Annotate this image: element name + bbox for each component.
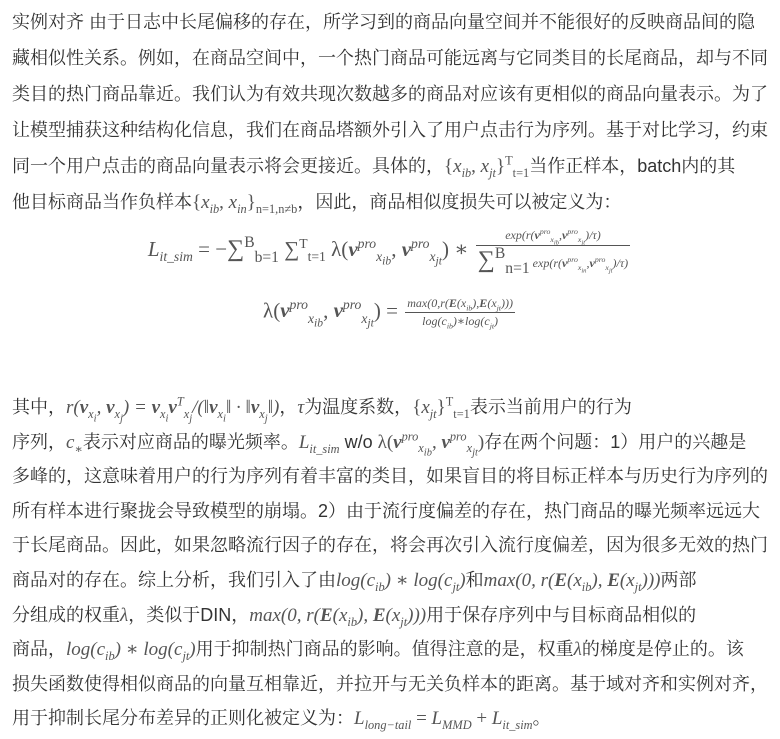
math-subscript: n=1,n≠b [255, 201, 298, 216]
text-run: 用于抑制热门商品的影响。值得注意的是，权重 [195, 639, 574, 660]
math-symbol [320, 605, 333, 626]
math-symbol [106, 397, 123, 425]
bold-vector: E [319, 604, 333, 626]
math-subscript: jt [400, 614, 408, 629]
bold-vector: v [106, 397, 115, 418]
text-line [12, 494, 768, 529]
math-subscript: xjt [466, 441, 478, 459]
math-symbol: , [219, 192, 229, 213]
text-line [12, 701, 768, 736]
math-symbol: $L_{it\_sim}$ [298, 431, 340, 456]
math-symbol [554, 570, 567, 591]
text-line [12, 40, 768, 76]
math-symbol: }$^T_{t=1}$ [495, 153, 530, 180]
inline-math [574, 639, 582, 660]
math-subscript: jt [452, 579, 460, 594]
bold-vector: E [607, 569, 620, 591]
math-subscript: ib [382, 254, 392, 268]
math-symbol: max(0, r( [249, 604, 320, 626]
math-symbol: ( [567, 569, 574, 591]
math-symbol: { [412, 397, 422, 418]
math-subscript: jt [634, 579, 642, 594]
math-symbol: = [411, 708, 432, 730]
math-subscript: it_sim [502, 718, 533, 733]
text-line [12, 4, 768, 40]
bold-vector: v [393, 431, 402, 453]
equation-it-sim-loss [0, 227, 780, 277]
math-subscript: xi [88, 406, 97, 425]
bold-vector: v [250, 397, 260, 418]
text-run: ，类似于DIN， [128, 604, 250, 625]
math-subscript: xjt [361, 310, 374, 330]
math-symbol: λ [573, 639, 582, 661]
math-superscript: pro [567, 227, 578, 236]
math-symbol [589, 254, 613, 275]
math-symbol: , [96, 397, 107, 418]
math-superscript: T [445, 394, 454, 409]
math-subscript: t=1 [453, 406, 470, 421]
math-subscript: ib [581, 579, 592, 594]
inline-math [66, 639, 196, 663]
math-superscript: pro [539, 227, 551, 236]
math-subscript: ib [466, 303, 473, 313]
math-superscript: T [505, 153, 513, 168]
math-symbol: ∑$^B_{b=1}$ [227, 233, 279, 266]
inline-math [377, 429, 485, 459]
math-symbol [348, 235, 392, 268]
math-symbol: ( [619, 569, 627, 591]
math-symbol: ), [357, 604, 373, 626]
math-symbol: $\log(c_{ib}$ [422, 314, 453, 331]
fraction-numerator [405, 296, 515, 313]
math-symbol: ))) [407, 604, 427, 626]
math-superscript: pro [567, 254, 578, 264]
text-run: 其中， [12, 397, 66, 417]
math-symbol [393, 429, 432, 459]
text-run: 表示对应商品的曝光频率。 [82, 431, 299, 452]
math-subscript: ib [423, 447, 432, 459]
math-superscript: pro [342, 297, 362, 313]
bold-vector: v [209, 397, 218, 418]
inline-math [336, 569, 466, 594]
text-line [12, 76, 768, 112]
text-line [12, 667, 768, 702]
math-subscript: it_sim [309, 441, 340, 456]
math-symbol: max(0, r( [483, 569, 555, 591]
math-superscript: pro [289, 297, 308, 313]
inline-math [483, 569, 661, 594]
text-line [12, 148, 768, 184]
math-subscript: xj [183, 406, 193, 425]
math-symbol: { [192, 192, 202, 213]
math-symbol: ∑$^T_{t=1}$ [278, 235, 326, 264]
math-subscript: n=1 [505, 259, 530, 277]
math-symbol: $L_{MMD}$ [431, 708, 472, 733]
math-symbol: , [559, 228, 563, 242]
math-subscript: ib [314, 316, 324, 330]
text-line [12, 425, 768, 460]
math-symbol [562, 227, 586, 247]
math-symbol [562, 254, 587, 275]
inline-math [192, 192, 298, 216]
math-subscript: i [93, 413, 97, 425]
math-symbol: τ [297, 397, 305, 418]
math-symbol: r( [66, 397, 80, 418]
math-symbol: $L_{long-tail}$ [354, 708, 412, 733]
math-superscript: T [299, 235, 308, 251]
paragraph-explanation [12, 390, 768, 736]
math-symbol: )$∗\log(c_{jt}$ [452, 314, 495, 331]
math-subscript: t=1 [512, 165, 530, 180]
math-subscript: xj [114, 406, 123, 425]
math-symbol: ∑$^B_{n=1}$ [477, 244, 530, 277]
math-symbol: $x_{ib}$ [453, 156, 472, 180]
math-symbol: max(0,r( [407, 296, 449, 310]
text-line [12, 563, 768, 598]
text-run: 两部 [660, 569, 697, 590]
bold-vector: v [401, 236, 412, 261]
math-superscript: B [244, 233, 255, 251]
math-symbol: $x_{ib}$ [573, 569, 592, 594]
math-symbol: }$_{n=1,n\ne b}$ [246, 192, 298, 216]
math-symbol [401, 235, 442, 268]
math-symbol: ‖) [267, 397, 280, 418]
math-superscript: pro [449, 429, 467, 444]
math-symbol [373, 605, 386, 626]
math-symbol: ) = [122, 397, 152, 418]
math-symbol: , [431, 431, 442, 453]
bold-vector: v [280, 298, 290, 323]
math-subscript: jt [489, 165, 496, 180]
inline-math [412, 394, 470, 421]
bold-vector: E [372, 604, 386, 626]
math-symbol [333, 297, 374, 330]
text-run: 和 [465, 569, 484, 590]
math-symbol [534, 227, 563, 247]
bold-vector: E [448, 296, 457, 310]
inline-math [354, 708, 533, 733]
math-subscript: ib [446, 321, 453, 331]
math-subscript: xi [160, 406, 169, 425]
fraction-denominator [405, 313, 515, 329]
math-symbol: exp(r( [529, 255, 562, 270]
math-symbol: ‖ · ‖ [225, 397, 251, 418]
fraction-numerator [476, 228, 630, 246]
text-line [12, 459, 768, 494]
math-fraction [476, 227, 630, 277]
math-symbol: /(‖ [192, 397, 210, 418]
math-subscript: j [264, 413, 268, 425]
math-symbol: ) [189, 639, 196, 661]
bold-vector: v [441, 431, 450, 453]
math-subscript: jt [435, 254, 442, 268]
math-subscript: ib [209, 201, 220, 216]
math-subscript: ib [105, 648, 115, 663]
text-line [12, 632, 768, 667]
bold-vector: v [534, 228, 540, 242]
math-subscript: long−tail [364, 718, 412, 733]
math-subscript: xj [259, 406, 268, 425]
text-run: 损失函数使得相似商品的向量互相靠近，并拉开与无关负样本的距离。基于域对齐和实例对齐， [12, 673, 768, 694]
bold-vector: E [479, 296, 488, 310]
math-subscript: ib [553, 239, 560, 247]
bold-vector: v [562, 255, 568, 270]
fraction-denominator [476, 244, 630, 277]
math-symbol: ), [472, 296, 480, 310]
text-run: 类目的热门商品靠近。我们认为有效共现次数越多的商品对应该有更相似的商品向量表示。为了 [12, 84, 768, 104]
math-subscript: xin [577, 263, 587, 275]
math-subscript: jt [496, 303, 501, 313]
math-subscript: xi [217, 406, 226, 425]
math-subscript: it_sim [159, 248, 193, 264]
math-symbol: , [391, 236, 402, 261]
inline-math [298, 431, 340, 456]
math-symbol [280, 297, 324, 330]
math-symbol: $L_{it\_sim}$ [491, 708, 533, 733]
math-symbol [209, 397, 226, 425]
math-subscript: b=1 [254, 248, 279, 266]
math-subscript: xib [307, 310, 324, 330]
bold-vector: v [79, 397, 89, 418]
math-symbol: λ [120, 604, 129, 626]
math-superscript: pro [411, 235, 430, 251]
text-run: 所有样本进行聚拢会导致模型的崩塌。2）由于流行度偏差的存在，热门商品的曝光频率远远大 [12, 500, 761, 521]
math-symbol: )/τ) [612, 255, 629, 270]
text-line [12, 184, 768, 220]
math-symbol [168, 394, 193, 425]
text-line [12, 112, 768, 148]
bold-vector: v [168, 397, 177, 418]
math-symbol: + [471, 708, 492, 730]
bold-vector: v [151, 397, 161, 418]
math-symbol: ) = [373, 298, 404, 323]
math-subscript: ib [347, 614, 357, 629]
math-symbol [151, 397, 169, 425]
text-line [12, 390, 768, 425]
text-run: 同一个用户点击的商品向量表示将会更接近。具体的， [12, 156, 444, 176]
math-subscript: t=1 [307, 248, 326, 264]
math-symbol: exp(r( [505, 228, 535, 242]
math-symbol: }$^T_{t=1}$ [436, 394, 470, 421]
math-symbol: $x_{jt}$ [391, 604, 408, 629]
math-symbol: ))) [641, 569, 661, 591]
math-subscript: xib [376, 248, 392, 268]
bold-vector: v [562, 228, 568, 242]
math-superscript: pro [401, 429, 419, 444]
math-symbol: , [586, 255, 590, 270]
text-run: 当作正样本，batch内的其 [529, 156, 736, 176]
math-symbol [79, 397, 97, 425]
math-subscript: MMD [442, 718, 472, 733]
inline-math [120, 605, 128, 626]
bold-vector: E [554, 569, 568, 591]
text-line [12, 598, 768, 633]
math-subscript: i [223, 413, 226, 425]
math-symbol: $L_{it\_sim}$ [147, 236, 193, 264]
math-symbol: $\log(c_{ib}$ [66, 639, 115, 663]
math-symbol: ))) [500, 296, 513, 310]
math-superscript: B [494, 244, 506, 262]
text-run: 。 [532, 708, 551, 729]
math-symbol: λ( [377, 431, 394, 453]
text-run: 为温度系数， [304, 397, 413, 417]
text-run: 商品， [12, 639, 66, 660]
math-subscript: ib [375, 579, 385, 594]
text-run: 于长尾商品。因此，如果忽略流行因子的存在，将会再次引入流行度偏差，因为很多无效的热门 [12, 535, 768, 556]
text-run: 存在两个问题：1）用户的兴趣是 [484, 431, 747, 452]
math-symbol: $x_{jt}$ [421, 397, 437, 421]
math-superscript: pro [357, 235, 377, 251]
inline-math [66, 394, 280, 425]
bold-vector: v [348, 236, 358, 261]
bold-vector: v [589, 255, 595, 270]
text-run: ， [279, 397, 298, 417]
math-symbol [607, 570, 620, 591]
math-symbol: $x_{ib}$ [460, 296, 473, 313]
math-symbol: $x_{ib}$ [201, 192, 220, 216]
text-line [12, 528, 768, 563]
math-symbol: $\log(c_{ib}$ [336, 569, 385, 594]
math-subscript: jt [489, 321, 495, 331]
bold-vector: v [333, 298, 343, 323]
math-symbol: ( [487, 296, 492, 310]
math-subscript: jt [367, 316, 374, 330]
math-symbol: ) [494, 314, 499, 328]
equation-lambda-weight [0, 296, 780, 329]
text-run: 表示当前用户的行为 [469, 397, 632, 417]
text-run: 多峰的，这意味着用户的行为序列有着丰富的类目，如果盲目的将目标正样本与历史行为序列的 [12, 466, 768, 487]
math-subscript: j [120, 413, 123, 425]
math-symbol: = − [192, 236, 228, 261]
text-run: 实例对齐 由于日志中长尾偏移的存在，所学习到的商品向量空间并不能很好的反映商品间的隐 [12, 12, 755, 32]
math-symbol: ) ∗ $\log(c_{jt}$ [384, 569, 460, 594]
math-symbol: ( [385, 604, 392, 626]
math-symbol: $x_{in}$ [228, 192, 247, 216]
paragraph-instance-alignment [12, 4, 768, 220]
text-run: 让模型捕获这种结构化信息，我们在商品塔额外引入了用户点击行为序列。基于对比学习，约束 [12, 120, 768, 140]
math-subscript: xib [418, 441, 432, 459]
text-run: 分组成的权重 [12, 604, 120, 625]
math-symbol: ) [459, 569, 466, 591]
math-symbol: ) [477, 431, 485, 453]
inline-math [444, 153, 530, 180]
text-run: 商品对的存在。综上分析，我们引入了由 [12, 569, 336, 590]
math-subscript: ib [461, 165, 472, 180]
math-fraction [405, 296, 515, 329]
math-symbol [250, 397, 268, 425]
math-subscript: j [189, 413, 193, 425]
text-run: 用于抑制长尾分布差异的正则化被定义为： [12, 708, 354, 729]
text-run: 他目标商品当作负样本 [12, 192, 192, 212]
math-subscript: jt [429, 406, 437, 421]
text-run: 用于保存序列中与目标商品相似的 [426, 604, 697, 625]
math-symbol: )/τ) [585, 228, 601, 242]
math-subscript: jt [182, 648, 190, 663]
text-run: 序列， [12, 431, 66, 452]
math-symbol [449, 296, 457, 310]
math-symbol: $x_{ib}$ [338, 604, 357, 629]
math-subscript: jt [608, 267, 613, 275]
math-symbol: λ( [325, 236, 349, 261]
math-subscript: i [165, 413, 169, 425]
math-symbol [441, 429, 478, 459]
math-subscript: jt [472, 447, 478, 459]
math-symbol: $x_{jt}$ [491, 296, 501, 313]
math-symbol: , [323, 298, 334, 323]
math-subscript: jt [581, 239, 586, 247]
math-subscript: xjt [577, 235, 586, 247]
math-superscript: pro [594, 254, 606, 264]
text-run: w/o [339, 431, 378, 452]
math-superscript: T [176, 394, 184, 409]
math-subscript: xjt [605, 263, 613, 275]
math-symbol: , [471, 156, 481, 177]
math-symbol: $x_{jt}$ [480, 156, 496, 180]
math-symbol: ) ∗ $\log(c_{jt}$ [114, 639, 190, 663]
math-symbol: ( [456, 296, 461, 310]
math-symbol: ) ∗ [441, 236, 474, 261]
inline-math [66, 431, 83, 456]
math-subscript: xjt [429, 248, 442, 268]
inline-math [249, 604, 427, 629]
math-symbol: ), [591, 569, 608, 591]
math-subscript: in [237, 201, 247, 216]
math-symbol: λ( [263, 298, 281, 323]
math-subscript: in [581, 267, 587, 275]
math-subscript: xib [550, 235, 560, 247]
math-symbol: { [444, 156, 454, 177]
math-symbol: $x_{jt}$ [626, 569, 642, 594]
math-symbol: ( [332, 604, 339, 626]
text-run: 藏相似性关系。例如，在商品空间中，一个热门商品可能远离与它同类目的长尾商品，却与不同 [12, 48, 768, 68]
text-run: 的梯度是停止的。该 [581, 639, 744, 660]
math-subscript: ∗ [74, 441, 83, 456]
math-symbol: $c_∗$ [66, 431, 83, 456]
text-run: ，因此，商品相似度损失可以被定义为： [297, 192, 622, 212]
